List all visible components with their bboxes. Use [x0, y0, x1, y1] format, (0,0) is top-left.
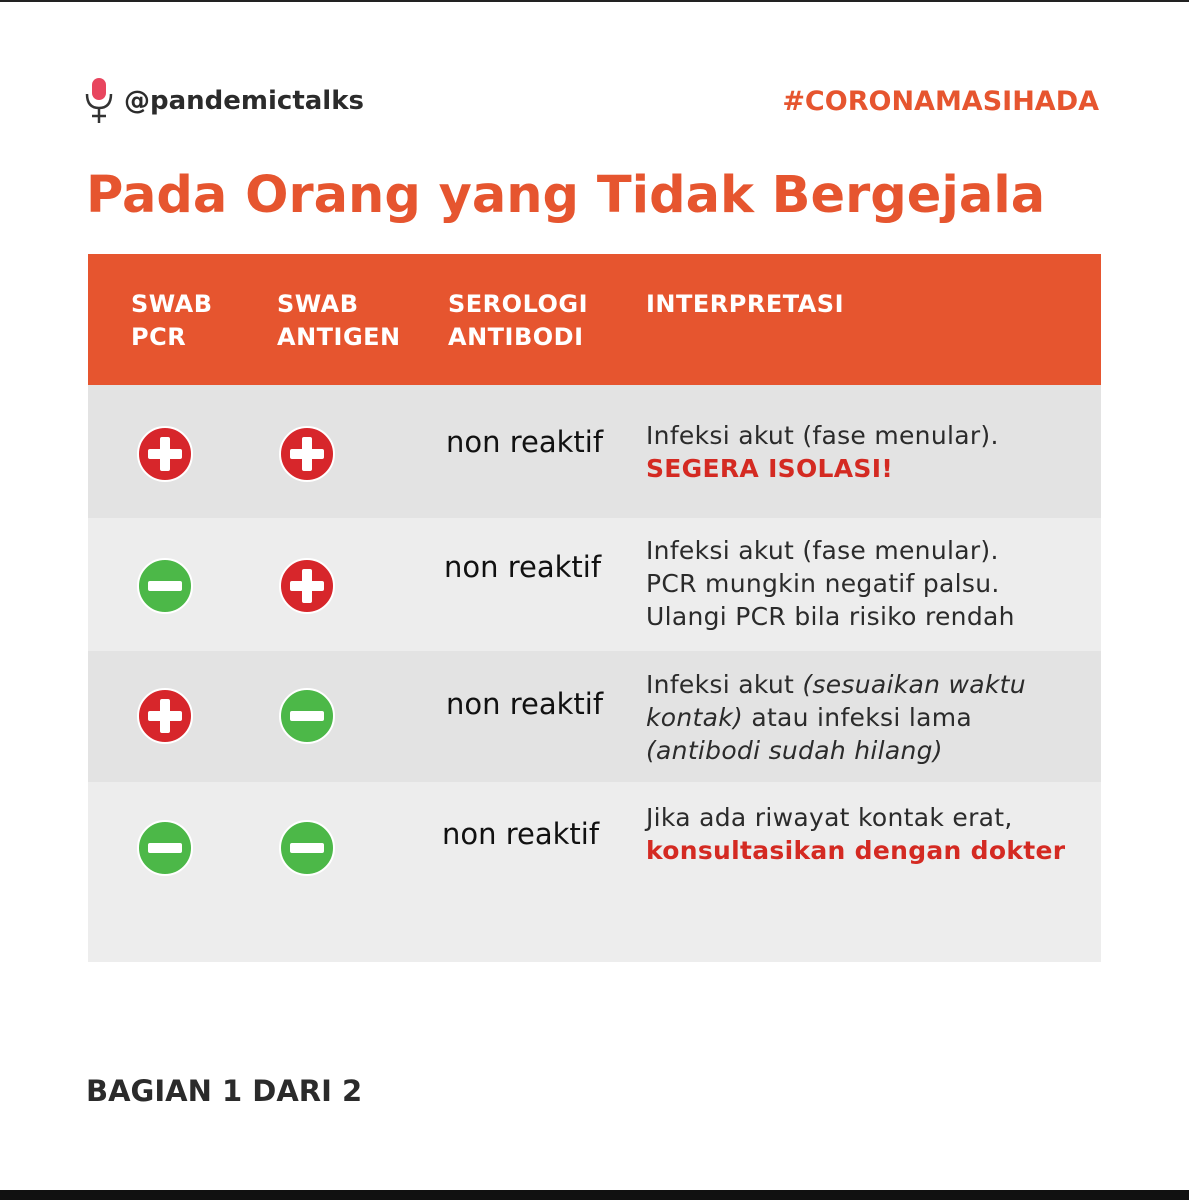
minus-circle-icon [136, 557, 194, 615]
serologi-value: non reaktif [444, 550, 602, 584]
table-row [88, 782, 1101, 962]
interpretation: Infeksi akut (sesuaikan waktu kontak) atau infeksi lama (antibodi sudah hilang) [646, 670, 1026, 765]
header-swab-antigen: SWAB ANTIGEN [277, 290, 401, 351]
brand-handle: @pandemictalks [124, 86, 364, 116]
interpretation: Infeksi akut (fase menular). PCR mungkin negatif palsu. Ulangi PCR bila risiko rendah [646, 536, 1015, 631]
test-table [88, 254, 1101, 962]
table-row [88, 385, 1101, 518]
page-indicator: BAGIAN 1 DARI 2 [86, 1074, 363, 1108]
plus-circle-icon [136, 687, 194, 745]
serologi-value: non reaktif [446, 425, 604, 459]
header-swab-pcr: SWAB PCR [131, 290, 213, 351]
table-header [88, 254, 1101, 385]
top-border [0, 0, 1189, 2]
header-serologi-antibodi: SEROLOGI ANTIBODI [448, 290, 589, 351]
brand [84, 78, 364, 124]
bottom-border [0, 1190, 1189, 1200]
header-interpretasi: INTERPRETASI [646, 290, 845, 318]
plus-circle-icon [278, 557, 336, 615]
minus-circle-icon [278, 687, 336, 745]
serologi-value: non reaktif [446, 687, 604, 721]
hashtag: #CORONAMASIHADA [782, 86, 1099, 117]
table-row [88, 651, 1101, 782]
serologi-value: non reaktif [442, 817, 600, 851]
microphone-icon [84, 78, 114, 124]
interpretation: Infeksi akut (fase menular). SEGERA ISOLASI! [646, 421, 999, 483]
plus-circle-icon [136, 425, 194, 483]
plus-circle-icon [278, 425, 336, 483]
table-row [88, 518, 1101, 651]
page-title: Pada Orang yang Tidak Bergejala [86, 166, 1046, 225]
interpretation: Jika ada riwayat kontak erat, konsultasikan dengan dokter [646, 803, 1066, 865]
minus-circle-icon [136, 819, 194, 877]
minus-circle-icon [278, 819, 336, 877]
